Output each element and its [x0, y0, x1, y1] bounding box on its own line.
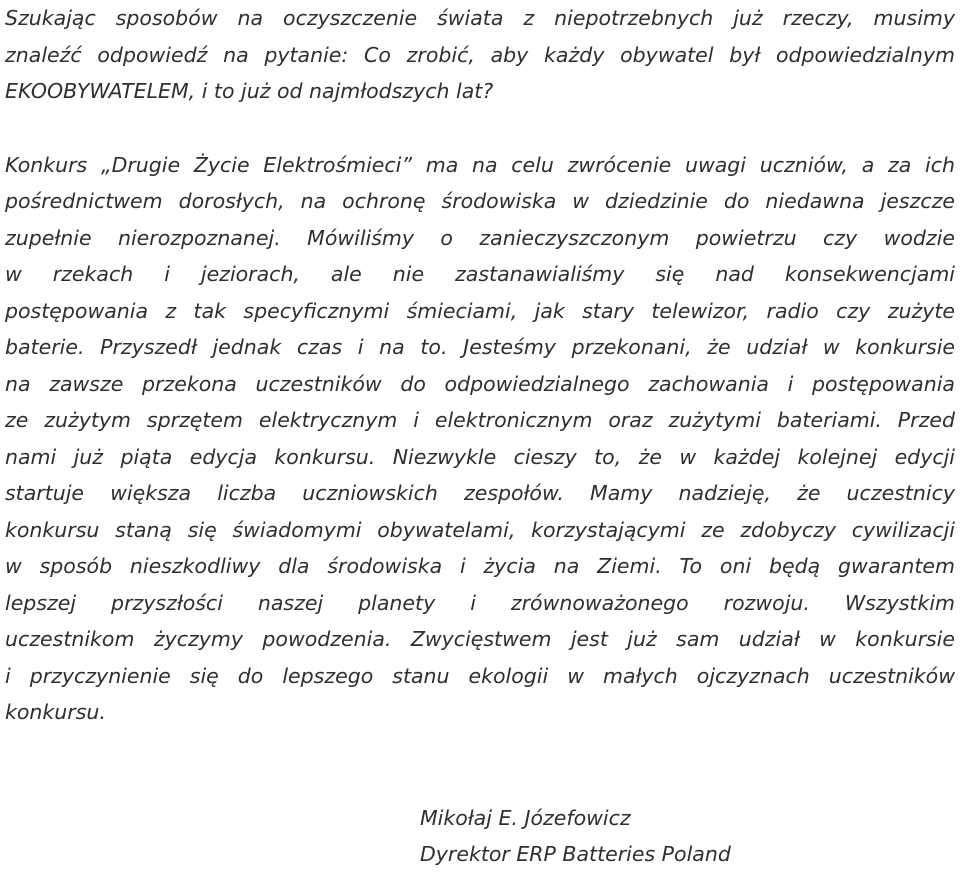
body-line: konkursu staną się świadomymi obywatelami, korzystającymi ze zdobyczy cywilizacji	[5, 517, 955, 542]
paragraph-gap	[5, 110, 955, 147]
body-line: w sposób nieszkodliwy dla środowiska i życia na Ziemi. To oni będą gwarantem	[5, 554, 955, 578]
signature-name: Mikołaj E. Józefowicz	[420, 806, 631, 830]
body-line: i przyczynienie się do lepszego stanu ekologii w małych ojczyznach uczestników	[5, 663, 955, 688]
intro-line: Szukając sposobów na oczyszczenie świata z niepotrzebnych już rzeczy, musimy	[5, 6, 955, 30]
intro-line: znaleźć odpowiedź na pytanie: Co zrobić, aby każdy obywatel był odpowiedzialnym	[5, 42, 955, 67]
body-line: zupełnie nierozpoznanej. Mówiliśmy o zanieczyszczonym powietrzu czy wodzie	[5, 225, 955, 250]
body-line: baterie. Przyszedł jednak czas i na to. Jesteśmy przekonani, że udział w konkursie	[5, 335, 955, 359]
body-line: nami już piąta edycja konkursu. Niezwykle cieszy to, że w każdej kolejnej edycji	[5, 444, 955, 469]
body-line: postępowania z tak specyficznymi śmieciami, jak stary telewizor, radio czy zużyte	[5, 298, 955, 323]
body-line: ze zużytym sprzętem elektrycznym i elektronicznym oraz zużytymi bateriami. Przed	[5, 408, 955, 432]
body-line: na zawsze przekona uczestników do odpowiedzialnego zachowania i postępowania	[5, 371, 955, 396]
body-line: konkursu.	[5, 700, 106, 724]
signature-title: Dyrektor ERP Batteries Poland	[420, 842, 731, 866]
body-line: Konkurs „Drugie Życie Elektrośmieci” ma na celu zwrócenie uwagi uczniów, a za ich	[5, 152, 955, 177]
letter-document	[5, 0, 955, 731]
body-line: startuje większa liczba uczniowskich zespołów. Mamy nadzieję, że uczestnicy	[5, 481, 955, 505]
intro-line: EKOOBYWATELEM, i to już od najmłodszych lat?	[5, 79, 494, 103]
body-line: lepszej przyszłości naszej planety i zrównoważonego rozwoju. Wszystkim	[5, 590, 955, 615]
signature-block	[420, 800, 731, 872]
body-line: w rzekach i jeziorach, ale nie zastanawialiśmy się nad konsekwencjami	[5, 262, 955, 286]
body-paragraph	[5, 147, 955, 731]
body-line: uczestnikom życzymy powodzenia. Zwycięstwem jest już sam udział w konkursie	[5, 627, 955, 651]
body-line: pośrednictwem dorosłych, na ochronę środowiska w dziedzinie do niedawna jeszcze	[5, 189, 955, 213]
intro-paragraph	[5, 0, 955, 110]
